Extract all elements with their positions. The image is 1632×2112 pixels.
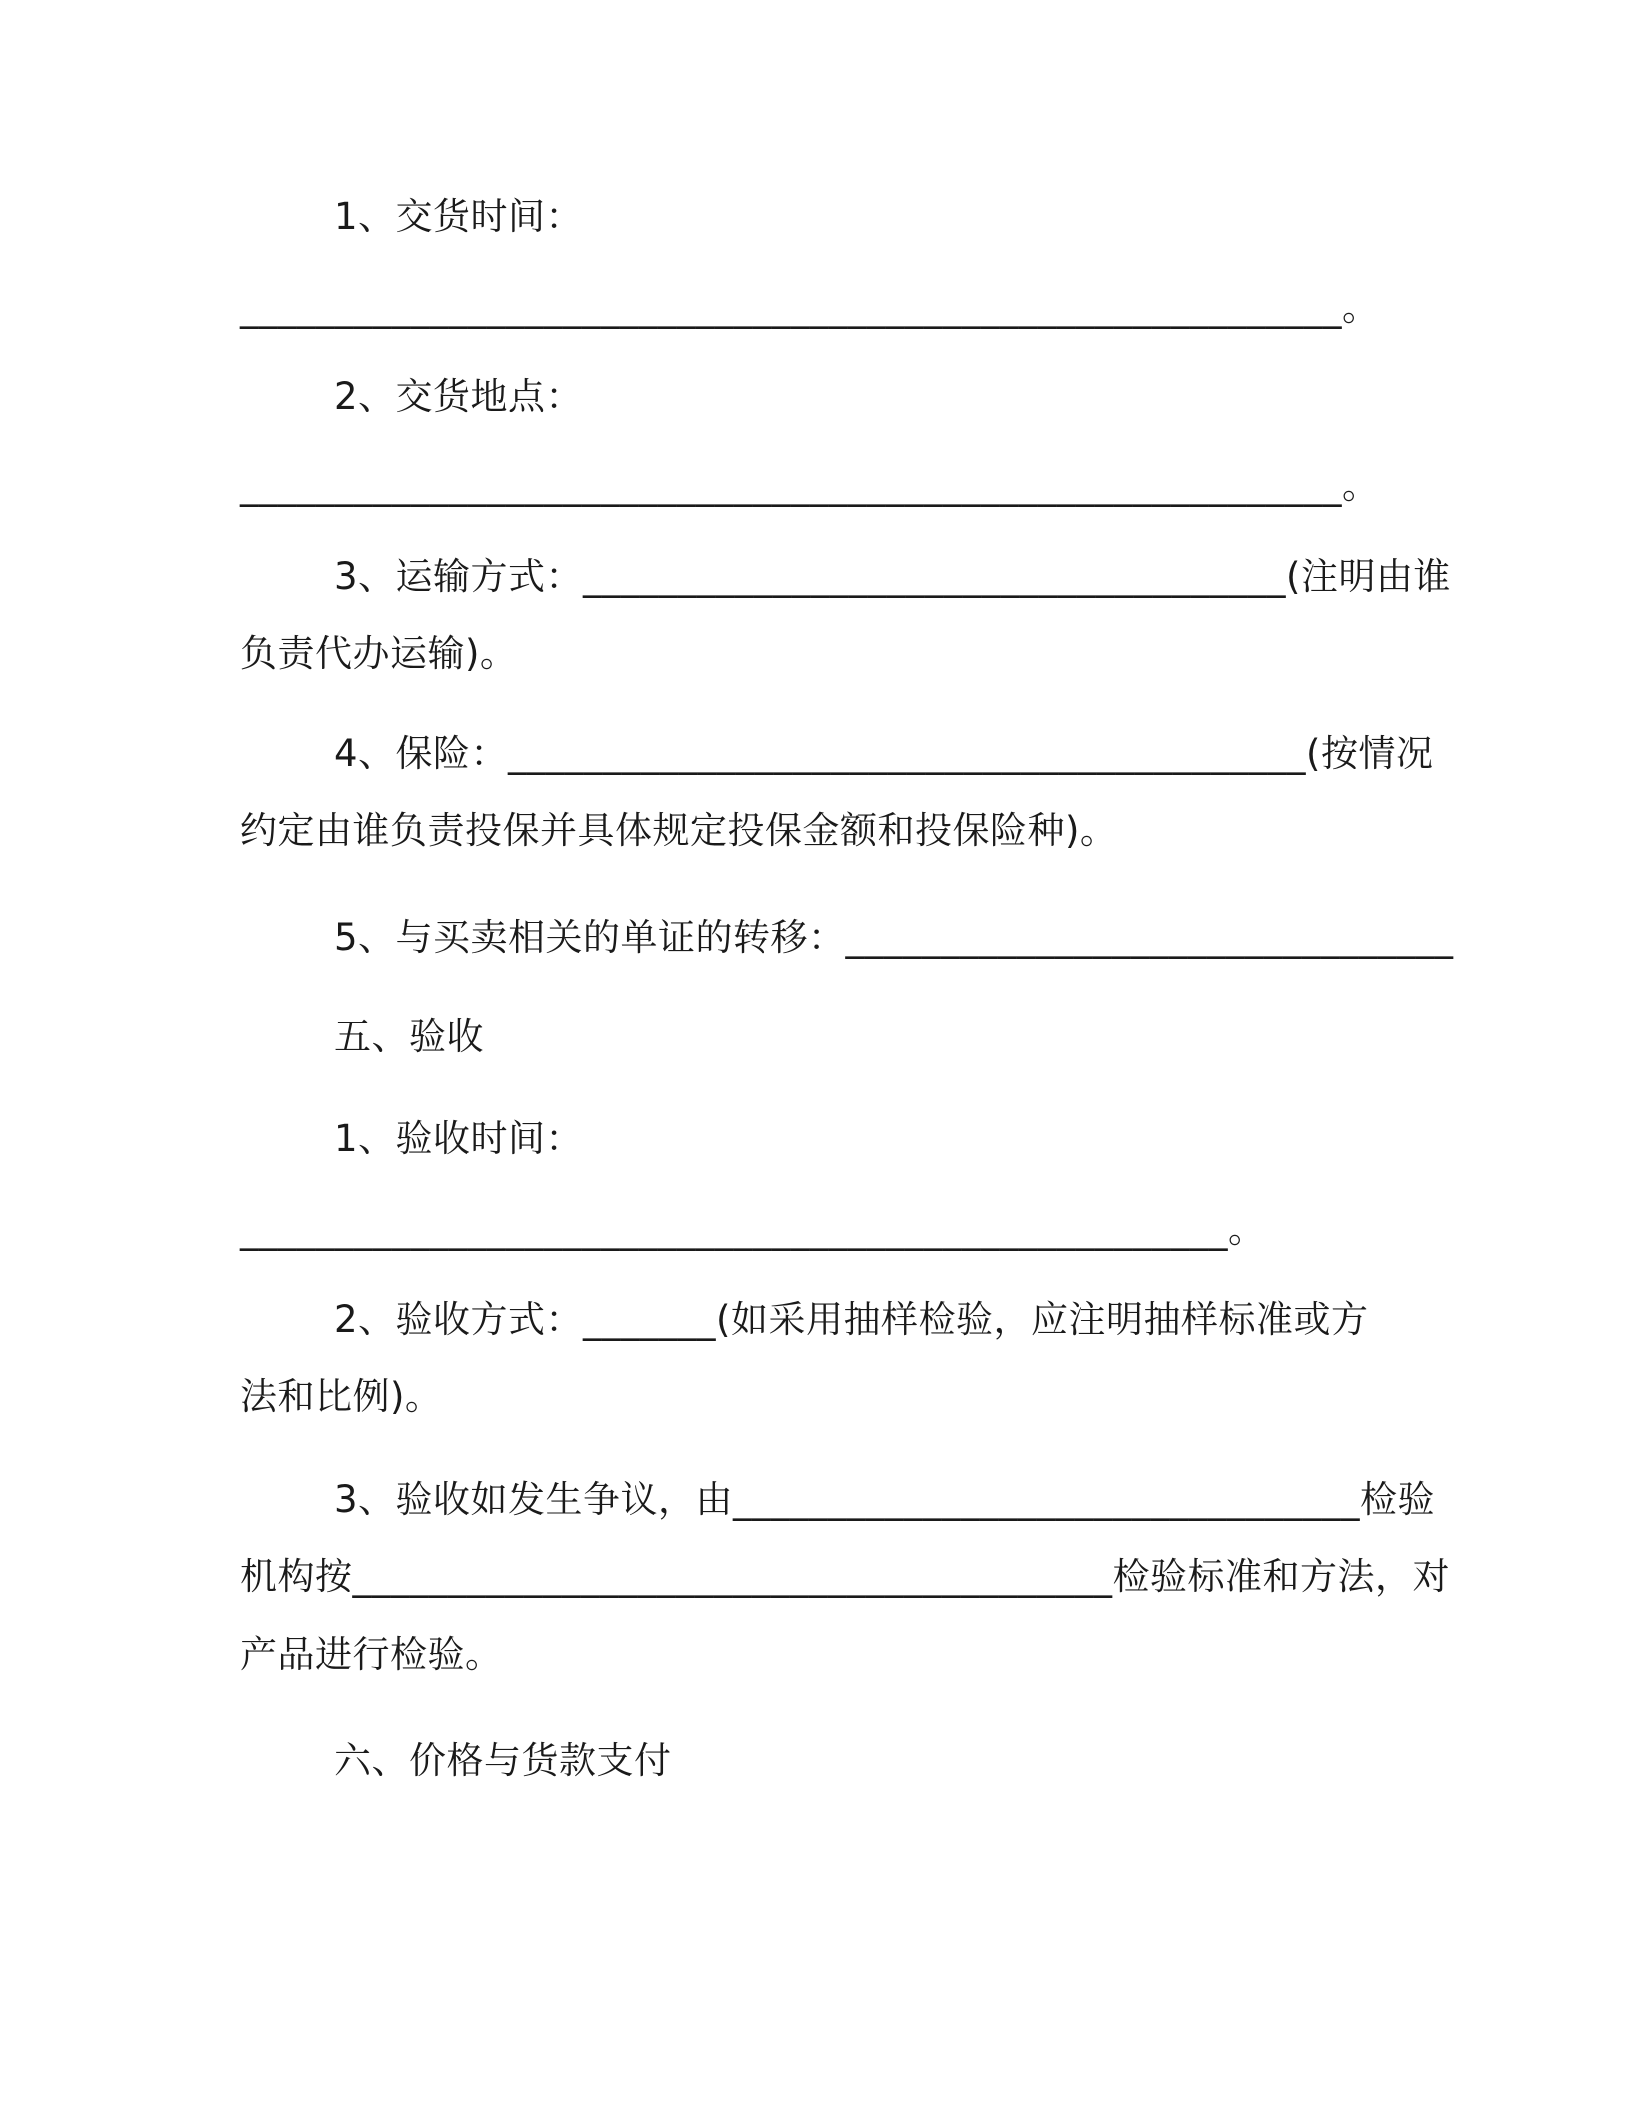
acceptance-time-blank: ____________________________________________________。 <box>240 1208 1266 1251</box>
payment-heading: 六、价格与货款支付 <box>334 1739 672 1782</box>
delivery-time-blank: __________________________________________________________。 <box>240 286 1380 329</box>
delivery-time-label: 1、交货时间： <box>334 195 584 238</box>
transport-method-line-2: 负责代办运输)。 <box>240 632 518 675</box>
transport-method-line-1: 3、运输方式：_____________________________________(注明由谁 <box>334 555 1451 598</box>
acceptance-dispute-line-2: 机构按________________________________________检验标准和方法，对 <box>240 1555 1450 1598</box>
insurance-line-1: 4、保险：__________________________________________(按情况 <box>334 732 1434 775</box>
acceptance-method-line-1: 2、验收方式：_______(如采用抽样检验，应注明抽样标准或方 <box>334 1298 1369 1341</box>
acceptance-heading: 五、验收 <box>334 1015 484 1058</box>
insurance-line-2: 约定由谁负责投保并具体规定投保金额和投保险种)。 <box>240 809 1118 852</box>
acceptance-dispute-line-3: 产品进行检验。 <box>240 1633 503 1676</box>
documents-transfer-line: 5、与买卖相关的单证的转移：________________________________ <box>334 916 1454 959</box>
delivery-place-label: 2、交货地点： <box>334 375 584 418</box>
delivery-place-blank: __________________________________________________________。 <box>240 464 1380 507</box>
acceptance-method-line-2: 法和比例)。 <box>240 1375 443 1418</box>
acceptance-dispute-line-1: 3、验收如发生争议，由_________________________________检验 <box>334 1478 1436 1521</box>
acceptance-time-label: 1、验收时间： <box>334 1117 584 1160</box>
